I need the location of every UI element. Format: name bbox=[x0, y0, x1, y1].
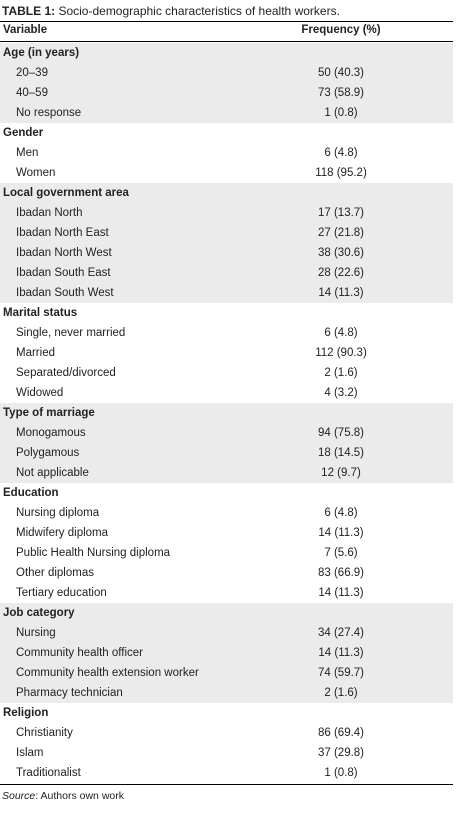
row-frequency: 1 (0.8) bbox=[324, 107, 358, 119]
category-row bbox=[0, 183, 453, 203]
row-frequency: 118 (95.2) bbox=[315, 167, 367, 179]
row-frequency: 74 (59.7) bbox=[317, 667, 365, 679]
row-label: Christianity bbox=[16, 727, 73, 739]
row-frequency: 18 (14.5) bbox=[317, 447, 365, 459]
table-row bbox=[0, 763, 453, 783]
row-label: Ibadan North East bbox=[16, 227, 109, 239]
table-row bbox=[0, 643, 453, 663]
table-row bbox=[0, 523, 453, 543]
row-label: Nursing diploma bbox=[16, 507, 100, 519]
category-row bbox=[0, 703, 453, 723]
row-label: Monogamous bbox=[16, 427, 86, 439]
table-row bbox=[0, 203, 453, 223]
row-label: Ibadan South East bbox=[16, 267, 111, 279]
table-row bbox=[0, 163, 453, 183]
row-label: Community health extension worker bbox=[16, 667, 199, 679]
table-row bbox=[0, 283, 453, 303]
row-frequency: 73 (58.9) bbox=[317, 87, 365, 99]
table-row bbox=[0, 343, 453, 363]
category-label: Age (in years) bbox=[3, 47, 80, 59]
source-text: : Authors own work bbox=[35, 790, 124, 802]
row-frequency: 17 (13.7) bbox=[317, 207, 365, 219]
row-label: Single, never married bbox=[16, 327, 126, 339]
table-row bbox=[0, 563, 453, 583]
row-label: 20–39 bbox=[16, 67, 48, 79]
row-frequency: 86 (69.4) bbox=[317, 727, 365, 739]
row-label: Married bbox=[16, 347, 55, 359]
row-label: Tertiary education bbox=[16, 587, 107, 599]
row-label: Community health officer bbox=[16, 647, 143, 659]
header-variable: Variable bbox=[3, 24, 48, 36]
category-label: Job category bbox=[3, 607, 75, 619]
table-row bbox=[0, 443, 453, 463]
row-frequency: 4 (3.2) bbox=[324, 387, 358, 399]
category-label: Local government area bbox=[3, 187, 129, 199]
row-frequency: 112 (90.3) bbox=[315, 347, 367, 359]
row-label: Widowed bbox=[16, 387, 64, 399]
header-frequency: Frequency (%) bbox=[301, 24, 381, 36]
table-row bbox=[0, 423, 453, 443]
row-frequency: 34 (27.4) bbox=[317, 627, 365, 639]
table-row bbox=[0, 623, 453, 643]
row-label: Midwifery diploma bbox=[16, 527, 109, 539]
row-label: Ibadan North West bbox=[16, 247, 112, 259]
row-frequency: 6 (4.8) bbox=[324, 327, 358, 339]
row-label: Public Health Nursing diploma bbox=[16, 547, 171, 559]
category-row bbox=[0, 43, 453, 63]
table-source-note bbox=[2, 789, 124, 803]
table-row bbox=[0, 383, 453, 403]
row-label: 40–59 bbox=[16, 87, 48, 99]
category-row bbox=[0, 483, 453, 503]
row-label: Pharmacy technician bbox=[16, 687, 123, 699]
row-label: Men bbox=[16, 147, 39, 159]
row-frequency: 14 (11.3) bbox=[318, 287, 364, 299]
category-row bbox=[0, 603, 453, 623]
row-label: Nursing bbox=[16, 627, 56, 639]
category-row bbox=[0, 123, 453, 143]
row-frequency: 50 (40.3) bbox=[317, 67, 365, 79]
table-row bbox=[0, 263, 453, 283]
row-frequency: 14 (11.3) bbox=[318, 647, 364, 659]
row-frequency: 38 (30.6) bbox=[317, 247, 365, 259]
table-bottom-rule bbox=[0, 784, 453, 785]
category-label: Religion bbox=[3, 707, 49, 719]
row-frequency: 83 (66.9) bbox=[317, 567, 365, 579]
table-row bbox=[0, 103, 453, 123]
table-row bbox=[0, 63, 453, 83]
caption-text: Socio-demographic characteristics of health workers. bbox=[58, 4, 340, 18]
table-row bbox=[0, 663, 453, 683]
table-row bbox=[0, 363, 453, 383]
row-frequency: 14 (11.3) bbox=[318, 587, 364, 599]
table-row bbox=[0, 583, 453, 603]
table-row bbox=[0, 743, 453, 763]
row-frequency: 1 (0.8) bbox=[324, 767, 358, 779]
category-label: Marital status bbox=[3, 307, 78, 319]
table-row bbox=[0, 503, 453, 523]
row-label: Ibadan North bbox=[16, 207, 83, 219]
row-label: Islam bbox=[16, 747, 44, 759]
row-frequency: 14 (11.3) bbox=[318, 527, 364, 539]
table-row bbox=[0, 463, 453, 483]
category-label: Type of marriage bbox=[3, 407, 95, 419]
table-row bbox=[0, 323, 453, 343]
row-frequency: 6 (4.8) bbox=[324, 147, 358, 159]
source-label: Source bbox=[2, 790, 36, 802]
table-row bbox=[0, 243, 453, 263]
row-frequency: 37 (29.8) bbox=[317, 747, 365, 759]
row-label: No response bbox=[16, 107, 82, 119]
row-label: Traditionalist bbox=[16, 767, 81, 779]
table-row bbox=[0, 723, 453, 743]
row-frequency: 2 (1.6) bbox=[324, 687, 358, 699]
table-row bbox=[0, 223, 453, 243]
row-frequency: 94 (75.8) bbox=[317, 427, 365, 439]
row-label: Not applicable bbox=[16, 467, 89, 479]
table-row bbox=[0, 543, 453, 563]
row-label: Other diplomas bbox=[16, 567, 94, 579]
table-body bbox=[0, 43, 453, 783]
row-label: Women bbox=[16, 167, 56, 179]
row-frequency: 28 (22.6) bbox=[317, 267, 365, 279]
table-header bbox=[0, 21, 453, 42]
table-caption bbox=[2, 3, 340, 19]
table-row bbox=[0, 143, 453, 163]
category-row bbox=[0, 403, 453, 423]
row-label: Ibadan South West bbox=[16, 287, 114, 299]
category-row bbox=[0, 303, 453, 323]
row-frequency: 7 (5.6) bbox=[324, 547, 358, 559]
row-frequency: 12 (9.7) bbox=[321, 467, 361, 479]
row-label: Separated/divorced bbox=[16, 367, 116, 379]
row-frequency: 6 (4.8) bbox=[324, 507, 358, 519]
caption-label: TABLE 1: bbox=[2, 4, 56, 18]
row-frequency: 27 (21.8) bbox=[317, 227, 365, 239]
table-row bbox=[0, 83, 453, 103]
category-label: Education bbox=[3, 487, 59, 499]
category-label: Gender bbox=[3, 127, 44, 139]
row-frequency: 2 (1.6) bbox=[324, 367, 358, 379]
row-label: Polygamous bbox=[16, 447, 80, 459]
table-row bbox=[0, 683, 453, 703]
